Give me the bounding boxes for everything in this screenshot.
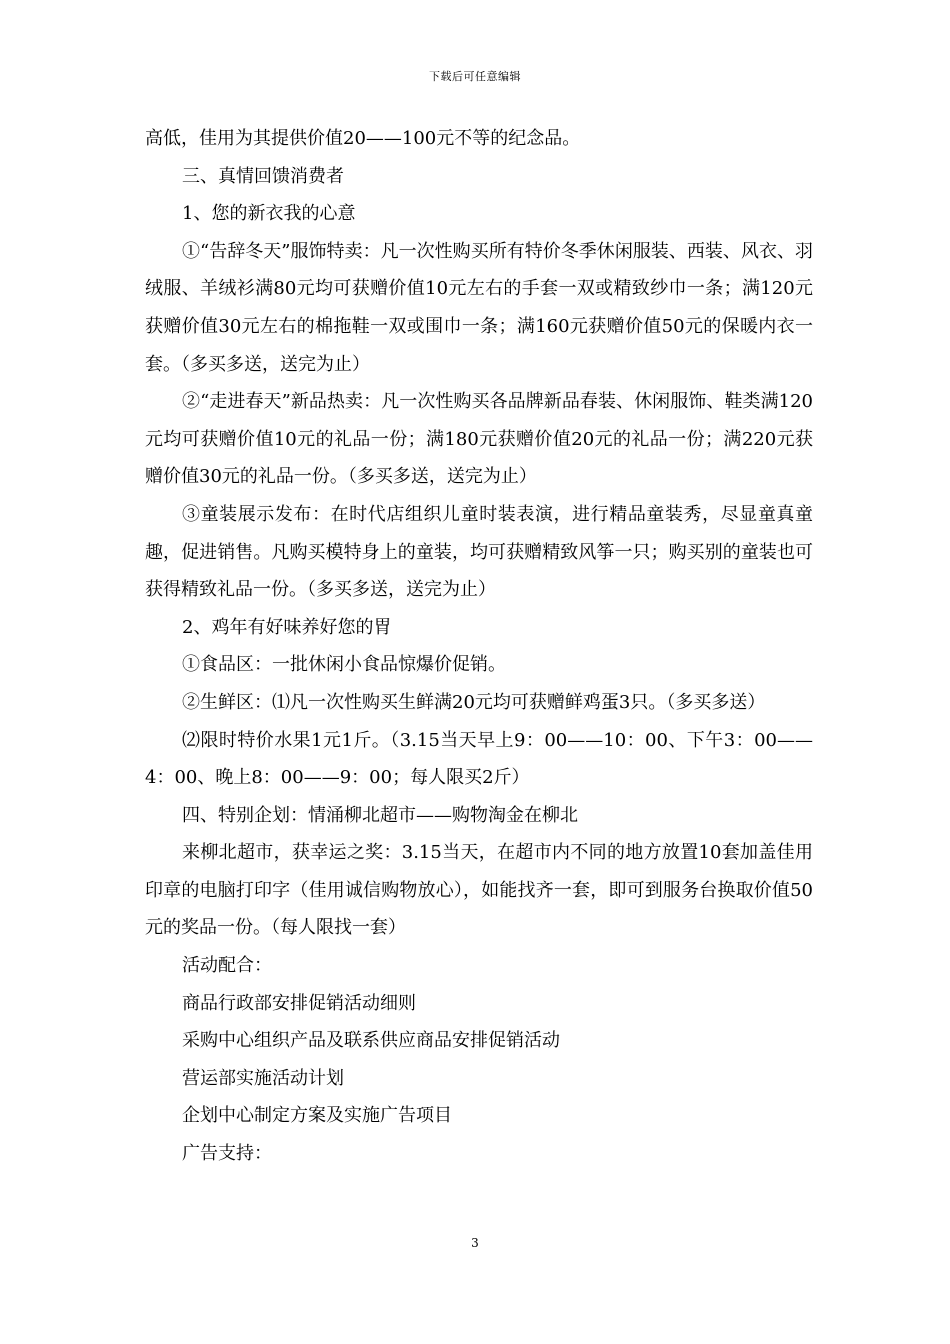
subsection-heading-2: 2、鸡年有好味养好您的胃 (182, 616, 392, 638)
subsection-heading-1: 1、您的新衣我的心意 (182, 203, 356, 225)
coordination-item: 企划中心制定方案及实施广告项目 (182, 1105, 452, 1127)
paragraph-winter-sale: ①“告辞冬天”服饰特卖：凡一次性购买所有特价冬季休闲服装、西装、风衣、羽绒服、羊绒衫满80元均可获赠价值10元左右的手套一双或精致纱巾一条；满120元获赠价值30元左右的棉拖鞋一双或围巾一条；满160元获赠价值50元的保暖内衣一套。（多买多送，送完为止） (145, 240, 813, 375)
coordination-item: 采购中心组织产品及联系供应商品安排促销活动 (182, 1030, 560, 1052)
activity-coordination-heading: 活动配合： (182, 955, 272, 977)
section-heading-4: 四、特别企划：情涌柳北超市——购物淘金在柳北 (182, 804, 578, 826)
paragraph-lucky-prize: 来柳北超市，获幸运之奖：3.15当天，在超市内不同的地方放置10套加盖佳用印章的电脑打印字（佳用诚信购物放心），如能找齐一套，即可到服务台换取价值50元的奖品一份。（每人限找一套） (145, 842, 813, 939)
section-heading-3: 三、真情回馈消费者 (182, 165, 344, 187)
paragraph-fruit-special: ⑵限时特价水果1元1斤。（3.15当天早上9：00——10：00、下午3：00——4：00、晚上8：00——9：00；每人限买2斤） (145, 729, 813, 789)
paragraph-fresh-area: ②生鲜区：⑴凡一次性购买生鲜满20元均可获赠鲜鸡蛋3只。（多买多送） (182, 691, 766, 713)
paragraph-kids-show: ③童装展示发布：在时代店组织儿童时装表演，进行精品童装秀，尽显童真童趣，促进销售。凡购买模特身上的童装，均可获赠精致风筝一只；购买别的童装也可获得精致礼品一份。（多买多送，送完为止） (145, 503, 813, 601)
paragraph-spring-sale: ②“走进春天”新品热卖：凡一次性购买各品牌新品春装、休闲服饰、鞋类满120元均可获赠价值10元的礼品一份；满180元获赠价值20元的礼品一份；满220元获赠价值30元的礼品一份。（多买多送，送完为止） (145, 391, 813, 488)
paragraph-continuation: 高低，佳用为其提供价值20——100元不等的纪念品。 (145, 128, 581, 149)
coordination-item: 营运部实施活动计划 (182, 1067, 344, 1089)
paragraph-food-area: ①食品区：一批休闲小食品惊爆价促销。 (182, 654, 506, 676)
page-header: 下载后可任意编辑 (429, 70, 521, 83)
document-body (145, 120, 813, 1173)
advertising-support-heading: 广告支持： (182, 1143, 272, 1165)
coordination-item: 商品行政部安排促销活动细则 (182, 992, 416, 1014)
page-number: 3 (471, 1236, 479, 1250)
